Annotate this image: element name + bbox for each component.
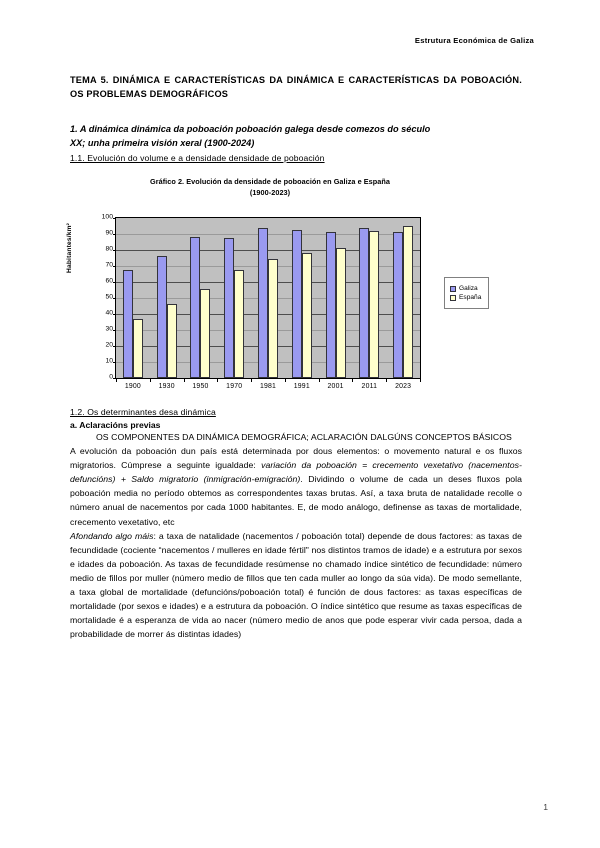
legend-swatch-espana xyxy=(450,295,456,301)
bar-galiza-2023 xyxy=(393,232,403,378)
x-tickmark-9 xyxy=(420,379,421,382)
bar-group-1981 xyxy=(251,218,285,378)
legend-item-espana xyxy=(450,294,481,301)
paragraph-2-part-b: : a taxa de natalidade (nacementos / poboación total) depende de dous factores: as taxas de fecundidade (cociente “nacementos / mulleres en idade fértil" nos distintos tramos de idade) e a estrutura por sexos e idades da poboación. As taxas de fecundidade resúmense no chamado índice sintético de fecundidade: número medio de fillos por muller (número medio de fillos que ten cada muller ao longo da súa vida). De modo semellante, a taxa global de mortalidade (defuncións/poboación total) é función de dous factores: as taxas específicas de mortalidade (por sexos e idades) e a estrutura da poboación. O índice sintético que resume as taxas específicas de mortalidade é a esperanza de vida ao nacer (número medio de anos que pode esperar vivir cada persoa, dada a probabilidade de morrer ás distintas idades) xyxy=(70,530,522,640)
x-tick-1950: 1950 xyxy=(192,383,209,390)
x-tick-2011: 2011 xyxy=(361,383,378,390)
y-axis-label: Habitantes/km² xyxy=(66,222,73,273)
bar-galiza-1981 xyxy=(258,228,268,378)
y-axis-ticks xyxy=(77,213,113,381)
x-tickmark-1 xyxy=(150,379,151,382)
bar-group-1970 xyxy=(217,218,251,378)
bar-españa-1981 xyxy=(268,259,278,378)
bar-galiza-1930 xyxy=(157,256,167,378)
page-number: 1 xyxy=(543,802,548,812)
bar-españa-2011 xyxy=(369,231,379,378)
x-tick-2001: 2001 xyxy=(327,383,344,390)
x-tick-2023: 2023 xyxy=(395,383,412,390)
x-tick-1930: 1930 xyxy=(158,383,175,390)
paragraph-1-part-a: A evolución da poboación dun país está determinada por dous elementos: o movemento natural e os fluxos migratorios. Cúmprese a seguinte igualdade: xyxy=(70,446,522,471)
bar-galiza-1991 xyxy=(292,230,302,378)
legend-swatch-galiza xyxy=(450,286,456,292)
y-tick-90: 90 xyxy=(105,229,113,237)
y-tick-30: 30 xyxy=(105,325,113,333)
body-content xyxy=(70,430,522,641)
bar-galiza-1970 xyxy=(224,238,234,378)
bar-group-2023 xyxy=(386,218,420,378)
bar-group-1900 xyxy=(116,218,150,378)
bar-group-1930 xyxy=(150,218,184,378)
running-header: Estrutura Económica de Galiza xyxy=(414,36,534,45)
x-tickmark-8 xyxy=(386,379,387,382)
y-tick-60: 60 xyxy=(105,277,113,285)
chart-title-main: Gráfico 2. Evolución da densidade de poboación en Galiza e España xyxy=(149,177,391,186)
bar-españa-2001 xyxy=(336,248,346,378)
legend-item-galiza xyxy=(450,285,481,292)
x-tickmark-5 xyxy=(285,379,286,382)
y-tickmark-30 xyxy=(113,330,116,331)
bar-group-1950 xyxy=(184,218,218,378)
y-tick-0: 0 xyxy=(109,373,113,381)
bar-españa-2023 xyxy=(403,226,413,378)
y-tick-40: 40 xyxy=(105,309,113,317)
y-tickmark-60 xyxy=(113,282,116,283)
legend-label-espana: España xyxy=(459,294,482,301)
section-1-heading-line1: 1. A dinámica dinámica da poboación poboación galega desde comezos do século xyxy=(70,123,431,134)
legend-label-galiza: Galiza xyxy=(459,285,478,292)
x-tickmark-6 xyxy=(319,379,320,382)
y-tick-20: 20 xyxy=(105,341,113,349)
bar-galiza-2011 xyxy=(359,228,369,378)
bar-españa-1970 xyxy=(234,270,244,378)
x-tick-1981: 1981 xyxy=(259,383,277,390)
section-a-heading: a. Aclaracións previas xyxy=(70,420,161,430)
x-axis-ticks xyxy=(116,383,420,390)
y-tickmark-50 xyxy=(113,298,116,299)
bar-españa-1930 xyxy=(167,304,177,378)
y-tickmark-100 xyxy=(113,218,116,219)
chart-grafico-2 xyxy=(58,177,510,407)
page-title: TEMA 5. DINÁMICA E CARACTERÍSTICAS DA DINÁMICA E CARACTERÍSTICAS DA POBOACIÓN. OS PROBLEMAS DEMOGRÁFICOS xyxy=(70,75,522,100)
paragraph-1-part-b: . Dividindo o volume de cada un deses fluxos pola poboación media no período obtemos as correspondentes taxas brutas. Así, a taxa bruta de natalidade recolle o número anual de nacementos por cada 1000 habitantes. E, de modo análogo, definense as taxas de mortalidade, crecemento vexetativo, etc xyxy=(70,474,523,527)
section-1-1-heading: 1.1. Evolución do volume e a densidade densidade de poboación xyxy=(70,153,325,163)
bar-galiza-1900 xyxy=(123,270,133,378)
paragraph-2-lead-italic: Afondando algo máis xyxy=(70,530,154,541)
x-tickmark-2 xyxy=(184,379,185,382)
chart-legend xyxy=(444,277,489,309)
y-tick-50: 50 xyxy=(105,293,113,301)
paragraph-1 xyxy=(70,444,522,529)
chart-subtitle: (1900-2023) xyxy=(249,187,291,197)
bar-españa-1950 xyxy=(200,289,210,378)
bar-group-2011 xyxy=(352,218,386,378)
bar-group-2001 xyxy=(319,218,353,378)
x-tick-1970: 1970 xyxy=(226,383,243,390)
paragraph-2 xyxy=(70,529,522,642)
y-tickmark-80 xyxy=(113,250,116,251)
y-tick-80: 80 xyxy=(105,245,113,253)
y-tick-70: 70 xyxy=(105,261,113,269)
x-tickmark-7 xyxy=(352,379,353,382)
x-tickmark-0 xyxy=(116,379,117,382)
y-tick-10: 10 xyxy=(105,357,113,365)
bar-groups xyxy=(116,218,420,378)
bar-galiza-2001 xyxy=(326,232,336,378)
y-tickmark-70 xyxy=(113,266,116,267)
section-1-heading-line2: XX; unha primeira visión xeral (1900-2024) xyxy=(70,137,255,148)
bar-galiza-1950 xyxy=(190,237,200,378)
bar-españa-1900 xyxy=(133,319,143,378)
y-tick-100: 100 xyxy=(101,213,113,221)
intro-heading-paragraph: OS COMPONENTES DA DINÁMICA DEMOGRÁFICA; ACLARACIÓN DALGÚNS CONCEPTOS BÁSICOS xyxy=(96,432,512,442)
section-1-2-heading: 1.2. Os determinantes desa dinámica xyxy=(70,407,216,417)
y-tickmark-20 xyxy=(113,346,116,347)
y-tickmark-90 xyxy=(113,234,116,235)
y-tickmark-10 xyxy=(113,362,116,363)
paragraph-1-formula: variación da poboación = crecemento vexetativo (nacementos-defuncións) + Saldo migratorio (inmigración-emigración) xyxy=(70,460,522,485)
bar-group-1991 xyxy=(285,218,319,378)
y-tickmark-40 xyxy=(113,314,116,315)
x-tickmark-4 xyxy=(251,379,252,382)
x-tick-1900: 1900 xyxy=(124,383,141,390)
section-1-heading xyxy=(70,122,522,151)
bar-españa-1991 xyxy=(302,253,312,378)
x-tickmark-3 xyxy=(217,379,218,382)
x-tick-1991: 1991 xyxy=(293,383,310,390)
chart-title xyxy=(70,177,470,198)
